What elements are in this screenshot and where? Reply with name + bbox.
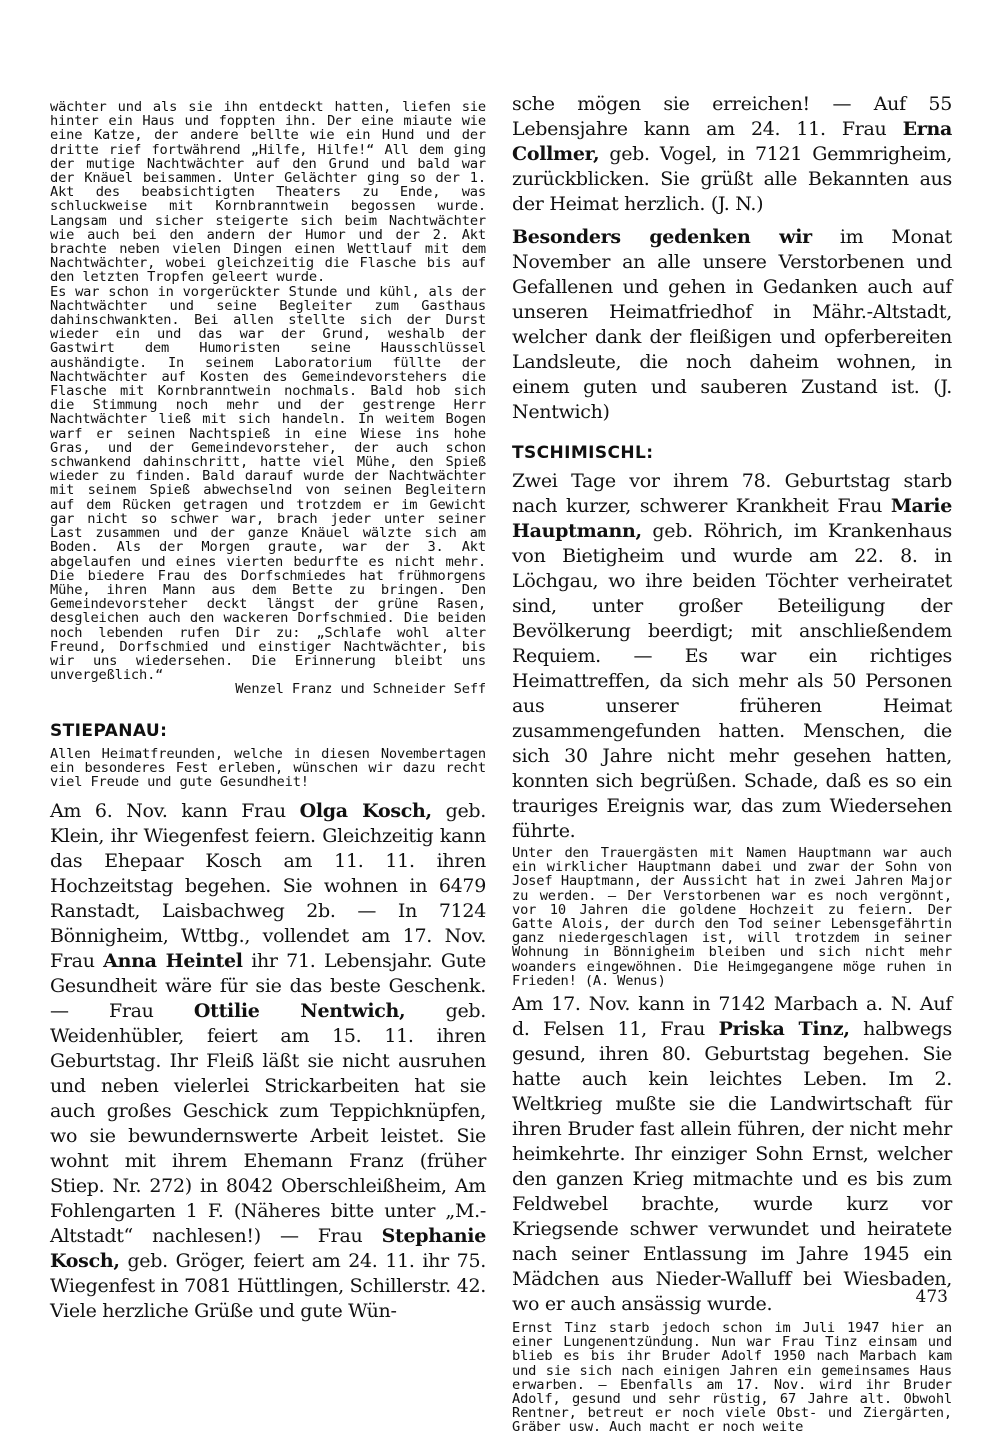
text-run: Am 6. Nov. kann Frau: [50, 800, 300, 823]
text-run: geb. Weidenhübler, feiert am 15. 11. ihren Geburtstag. Ihr Fleiß läßt sie nicht ausruhen und neben vielerlei Strickarbeiten hat sie auch großes Geschick zum Teppichknüpfen, wo sie bewundernswerte Arbeit leistet. Sie wohnt mit ihrem Ehemann Franz (früher Stiep. Nr. 272) in 8042 Oberschleißheim, Am Fohlengarten 1 F. (Näheres bitte unter „M.-Altstadt“ nachlesen!) — Frau: [50, 1000, 487, 1248]
person-name: Ottilie Nentwich,: [193, 1000, 406, 1023]
lead-in: Besonders gedenken wir: [512, 226, 812, 248]
text-run: Am 17. Nov. kann in 7142 Marbach a. N. Auf d. Felsen 11, Frau: [512, 993, 952, 1041]
person-name: Priska Tinz,: [718, 1018, 850, 1041]
page-number: 473: [915, 1287, 948, 1307]
person-name: Olga Kosch,: [299, 800, 432, 823]
hauptmann-details: Unter den Trauergästen mit Namen Hauptmann war auch ein wirklicher Hauptmann dabei und zwar der Sohn von Josef Hauptmann, der Aussicht hat in zwei Jahren Major zu werden. — Der Verstorbenen war es noch vergönnt, vor 10 Jahren die goldene Hochzeit zu feiern. Der Gatte Alois, der durch den Tod seiner Lebensgefährtin ganz niedergeschlagen ist, will trotzdem in seiner Wohnung in Bönnigheim bleiben und sich nicht mehr woanders eingewöhnen. Die Heimgegangene möge ruhen in Frieden! (A. Wenus): [512, 845, 952, 989]
text-run: ihr 71. Lebensjahr. Gute Gesundheit wäre für sie das beste Geschenk. — Frau: [50, 950, 486, 1023]
text-run: geb. Vogel, in 7121 Gemmrigheim, zurückblicken. Sie grüßt alle Bekannten aus der Heimat herzlich. (J. N.): [512, 143, 952, 215]
right-column: [512, 93, 952, 1435]
story-signature: Wenzel Franz und Schneider Seff: [235, 681, 486, 698]
memorial-paragraph: [512, 225, 952, 425]
text-run: geb. Röhrich, im Krankenhaus von Bietigheim und wurde am 22. 8. in Löchgau, wo ihre beiden Töchter verheiratet sind, unter großer Beteiligung der Bevölkerung beerdigt; mit anschließendem Requiem. — Es war ein richtiges Heimattreffen, da sich mehr als 50 Personen aus unserer früheren Heimat zusammengefunden hatten. Menschen, die sich 30 Jahre nicht mehr gesehen hatten, konnten sich begrüßen. Schade, daß es so ein trauriges Ereignis war, das zum Wiedersehen führte.: [512, 520, 952, 842]
story-paragraph: wächter und als sie ihn entdeckt hatten, liefen sie hinter ein Haus und foppten ihn. Der eine miaute wie eine Katze, der andere bellte wie ein Hund und der dritte rief fortwährend „Hilfe, Hilfe!“ All dem ging der mutige Nachtwächter auf den Grund und bald war der Knäuel beisammen. Unter Gelächter ging so der 1. Akt des beabsichtigten Theaters zu Ende, was schluckweise mit Kornbranntwein begossen wurde. Langsam und sicher steigerte sich beim Nachtwächter wie auch bei den andern der Humor und der 2. Akt brachte neben vielen Dingen einen Wettlauf mit dem Nachtwächter, wobei gleichzeitig die Flasche bis auf den letzten Tropfen geleert wurde.: [50, 99, 486, 286]
text-run: im Monat November an alle unsere Verstorbenen und Gefallenen und gehen in Gedanken auch auf unseren Heimatfriedhof in Mähr.-Altstadt, welcher dank der fleißigen und opferbereiten Landsleute, die noch daheim wohnen, in einem guten und sauberen Zustand ist. (J. Nentwich): [512, 226, 952, 423]
section-heading-stiepanau: STIEPANAU:: [50, 720, 168, 741]
stiepanau-birthdays: [50, 799, 486, 1324]
person-name: Marie Hauptmann,: [512, 495, 952, 542]
left-column: [50, 100, 486, 1324]
person-name: Anna Heintel: [103, 950, 243, 973]
tinz-details: Ernst Tinz starb jedoch schon im Juli 1947 hier an einer Lungenentzündung. Nun war Frau Tinz einsam und blieb es bis ihr Bruder Adolf 1950 nach Marbach kam und sie sich nach einigen Jahren ein gemeinsames Haus erwarben. — Ebenfalls am 17. Nov. wird ihr Bruder Adolf, gesund und sehr rüstig, 67 Jahre alt. Obwohl Rentner, betreut er noch viele Obst- und Ziergärten, Gräber usw. Auch macht er noch weite: [512, 1320, 952, 1435]
stiepanau-intro: Allen Heimatfreunden, welche in diesen Novembertagen ein besonderes Fest erleben, wünschen wir dazu recht viel Freude und gute Gesundheit!: [50, 745, 486, 790]
text-run: geb. Gröger, feiert am 24. 11. ihr 75. Wiegenfest in 7081 Hüttlingen, Schillerstr. 42. Viele herzliche Grüße und gute Wün-: [50, 1250, 486, 1323]
text-run: geb. Klein, ihr Wiegenfest feiern. Gleichzeitig kann das Ehepaar Kosch am 11. 11. ihren Hochzeitstag begehen. Sie wohnen in 6479 Ranstadt, Laisbachweg 2b. — In 7124 Bönnigheim, Wttbg., vollendet am 17. Nov. Frau: [50, 800, 486, 973]
person-name: Erna Collmer,: [512, 118, 952, 165]
section-heading-tschimischl: TSCHIMISCHL:: [512, 443, 654, 463]
text-run: halbwegs gesund, ihren 80. Geburtstag begehen. Sie hatte auch kein leichtes Leben. Im 2. Weltkrieg mußte sie die Landwirtschaft für ihren Bruder fast allein führen, der nicht mehr heimkehrte. Ihr einziger Sohn Ernst, welcher den ganzen Krieg mitmachte und es bis zum Feldwebel brachte, wurde kurz vor Kriegsende schwer verwundet und heiratete nach seiner Entlassung im Jahre 1945 ein Mädchen aus Nieder-Walluff bei Wiesbaden, wo er auch ansässig wurde.: [512, 1018, 952, 1316]
collmer-paragraph: [512, 92, 952, 217]
hauptmann-paragraph: [512, 469, 952, 844]
person-name: Stephanie Kosch,: [50, 1225, 486, 1273]
tinz-paragraph: [512, 992, 952, 1317]
text-run: sche mögen sie erreichen! — Auf 55 Lebensjahre kann am 24. 11. Frau: [512, 93, 952, 140]
story-paragraph-2: Es war schon in vorgerückter Stunde und kühl, als der Nachtwächter und seine Begleiter zum Gasthaus dahinschwankten. Bei allen stellte sich der Durst wieder ein und das war der Grund, weshalb der Gastwirt dem Humoristen seine Hausschlüssel aushändigte. In seinem Laboratorium füllte der Nachtwächter auf Kosten des Gemeindevorstehers die Flasche mit Kornbranntwein nochmals. Bald hob sich die Stimmung noch mehr und der gestrenge Herr Nachtwächter ließ mit sich handeln. In weitem Bogen warf er seinen Nachtspieß in eine Wiese ins hohe Gras, und der Gemeindevorsteher, der auch schon schwankend dahinschritt, hatte viel Mühe, den Spieß wieder zu finden. Bald darauf wurde der Nachtwächter mit seinem Spieß abwechselnd von seinen Begleitern auf dem Rücken getragen und trotzdem er im Gewicht gar nicht so schwer war, brach jeder unter seiner Last zusammen und der ganze Knäuel wälzte sich am Boden. Als der Morgen graute, war der 3. Akt abgelaufen und eines vierten bedurfte es nicht mehr. Die biedere Frau des Dorfschmiedes hat frühmorgens Mühe, ihren Mann aus dem Bette zu bringen. Den Gemeindevorsteher deckt längst der grüne Rasen, desgleichen auch den wackeren Dorfschmied. Die beiden noch lebenden rufen Dir zu: „Schlafe wohl alter Freund, Dorfschmied und einstiger Nachtwächter, bis wir uns wiedersehen. Die Erinnerung bleibt uns unvergeßlich.“: [50, 283, 486, 684]
text-run: Zwei Tage vor ihrem 78. Geburtstag starb nach kurzer, schwerer Krankheit Frau: [512, 470, 952, 517]
